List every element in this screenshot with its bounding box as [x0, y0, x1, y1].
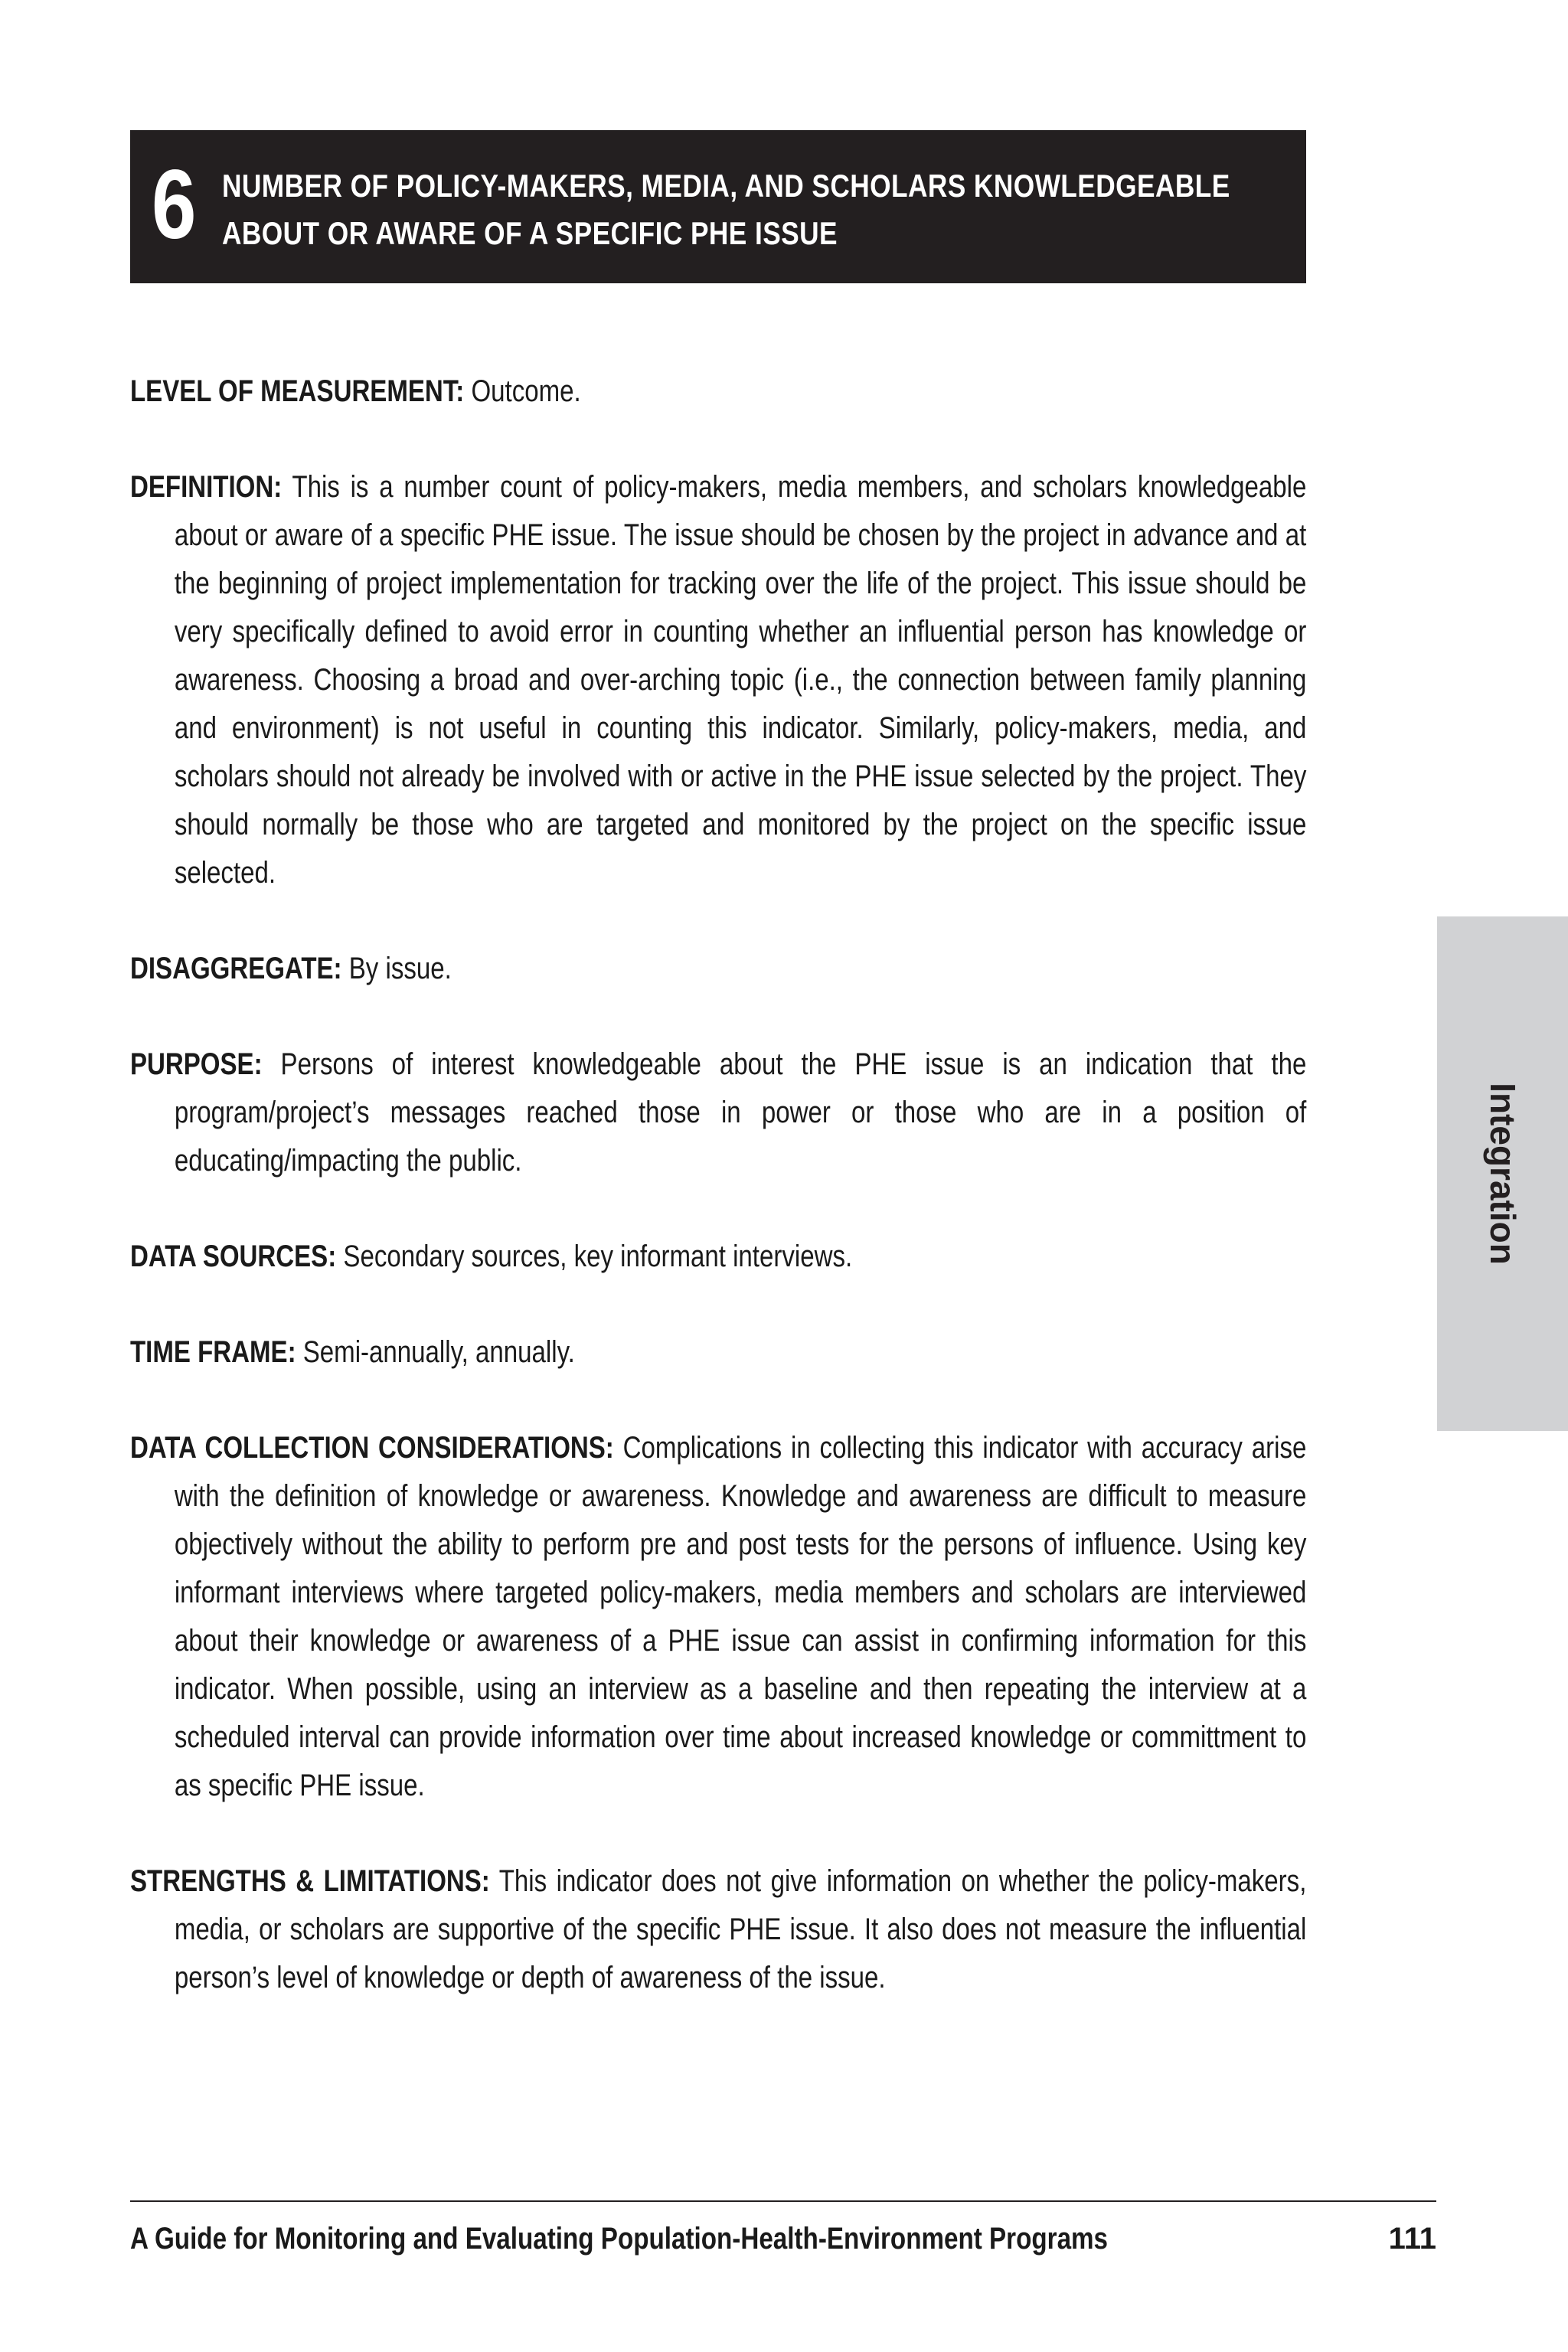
chapter-side-tab [1437, 916, 1568, 1431]
indicator-title [222, 162, 1251, 257]
section-label: TIME FRAME: [130, 1335, 296, 1369]
section-text: By issue. [348, 952, 452, 985]
section-text: Persons of interest knowledgeable about the PHE issue is an indication that the program/project’s messages reached those in power or those who are in a position of educating/impacting the public. [174, 1047, 1307, 1178]
section-purpose [130, 1040, 1306, 1185]
section-label: LEVEL OF MEASUREMENT: [130, 374, 465, 408]
page-number: 111 [1388, 2222, 1436, 2256]
section-text: This is a number count of policy-makers, media members, and scholars knowledgeable about or aware of a specific PHE issue. The issue should be chosen by the project in advance and at the beginning of project implementation for tracking over the life of the project. This issue should be very specifically defined to avoid error in counting whether an influential person has knowledge or awareness. Choosing a broad and over-arching topic (i.e., the connection between family planning and environment) is not useful in counting this indicator. Similarly, policy-makers, media, and scholars should not already be involved with or active in the PHE issue selected by the project. They should normally be those who are targeted and monitored by the project on the specific issue selected. [174, 470, 1307, 890]
chapter-tab-label: Integration [1482, 1083, 1523, 1265]
footer-publication-title: A Guide for Monitoring and Evaluating Population-Health-Environment Programs [130, 2222, 1109, 2256]
section-definition [130, 463, 1306, 897]
section-time-frame [130, 1328, 1306, 1377]
footer-divider [130, 2200, 1436, 2202]
section-strengths-limitations [130, 1857, 1306, 2002]
indicator-title-line-2: ABOUT OR AWARE OF A SPECIFIC PHE ISSUE [222, 215, 838, 251]
section-data-collection-considerations [130, 1424, 1306, 1810]
section-text: This indicator does not give information on whether the policy-makers, media, or scholars are supportive of the specific PHE issue. It also does not measure the influential person’s level of knowledge or depth of awareness of the issue. [174, 1864, 1307, 1994]
section-text: Complications in collecting this indicator with accuracy arise with the definition of knowledge or awareness. Knowledge and awareness are difficult to measure objectively without the ability to perform pre and post tests for the persons of influence. Using key informant interviews where targeted policy-makers, media members and scholars are interviewed about their knowledge or awareness of a PHE issue can assist in confirming information for this indicator. When possible, using an interview as a baseline and then repeating the interview at a scheduled interval can provide information over time about increased knowledge or committment to as specific PHE issue. [174, 1431, 1307, 1802]
section-label: DISAGGREGATE: [130, 952, 342, 985]
indicator-header-banner [130, 130, 1306, 283]
section-label: DATA COLLECTION CONSIDERATIONS: [130, 1431, 614, 1465]
section-disaggregate [130, 945, 1306, 993]
indicator-title-line-1: NUMBER OF POLICY-MAKERS, MEDIA, AND SCHOLARS KNOWLEDGEABLE [222, 168, 1230, 204]
section-label: STRENGTHS & LIMITATIONS: [130, 1864, 490, 1898]
indicator-number: 6 [152, 150, 197, 260]
section-label: DEFINITION: [130, 470, 283, 504]
section-text: Semi-annually, annually. [302, 1335, 575, 1369]
section-text: Outcome. [471, 374, 581, 408]
section-label: DATA SOURCES: [130, 1240, 337, 1273]
section-level-of-measurement [130, 368, 1306, 416]
section-data-sources [130, 1233, 1306, 1281]
section-label: PURPOSE: [130, 1047, 263, 1081]
indicator-content [130, 337, 1306, 2050]
section-text: Secondary sources, key informant interviews. [343, 1240, 853, 1273]
